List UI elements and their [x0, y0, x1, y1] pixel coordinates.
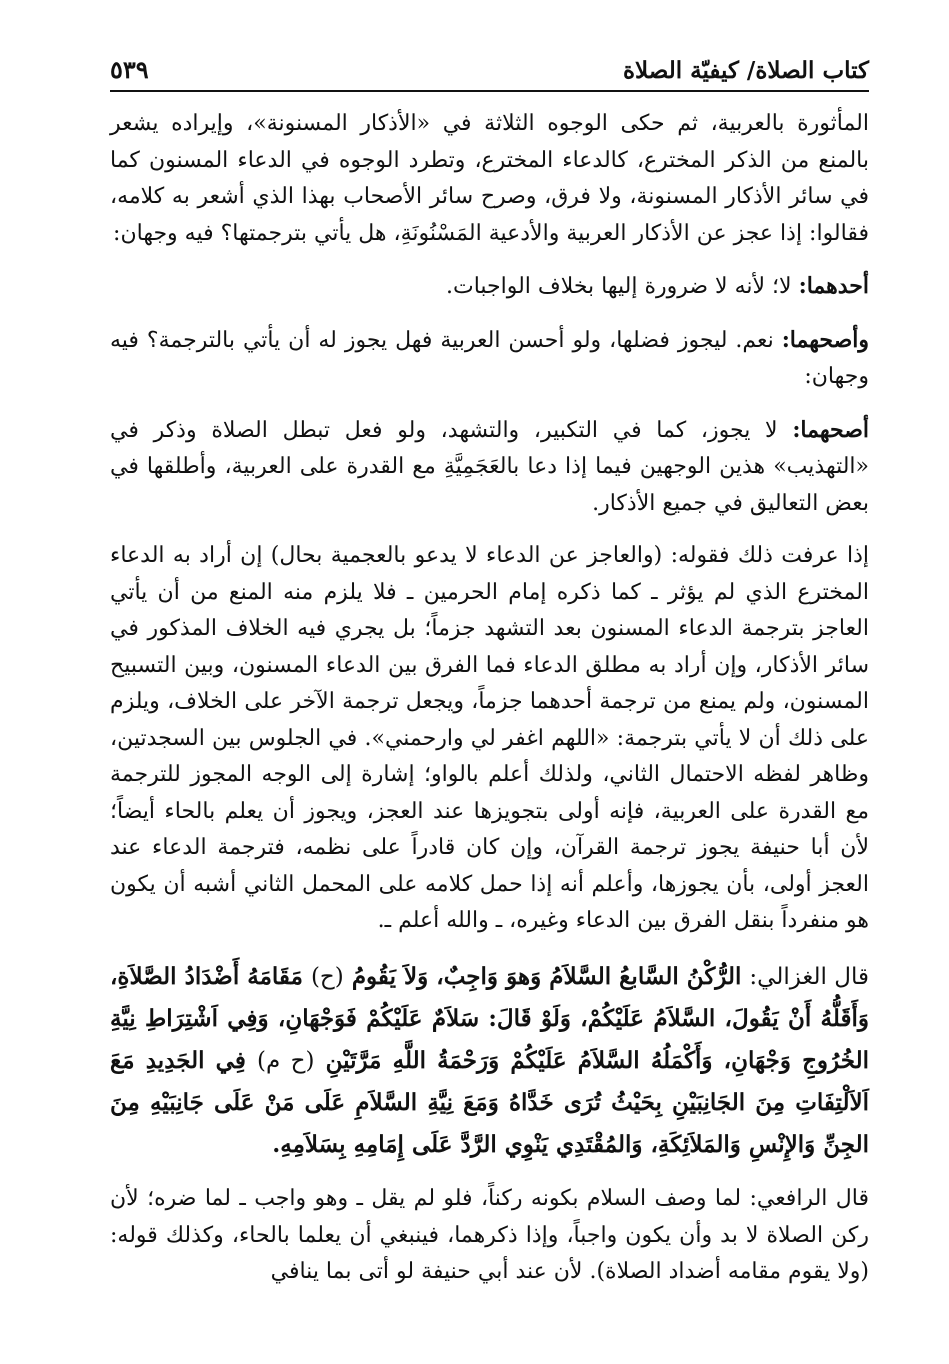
- paragraph-lead: وأصحهما:: [781, 326, 869, 353]
- paragraph-text: نعم. ليجوز فضلها، ولو أحسن العربية فهل يجوز له أن يأتي بالترجمة؟ فيه وجهان:: [110, 327, 869, 389]
- page-header: [110, 40, 869, 92]
- paragraph: [110, 412, 869, 523]
- page-body: [110, 106, 869, 1291]
- paragraph-lead: أحدهما:: [798, 273, 869, 299]
- paragraph: المأثورة بالعربية، ثم حكى الوجوه الثلاثة في «الأذكار المسنونة»، وإيراده يشعر بالمنع من الذكر المخترع، كالدعاء المخترع، وتطرد الوجوه في الدعاء المسنون كما في سائر الأذكار المسنونة، ولا فرق، وصرح سائر الأصحاب بهذا الذي أشعر به كلامه، فقالوا: إذا عجز عن الأذكار العربية والأدعية المَسْنُونَةِ، هل يأتي بترجمتها؟ فيه وجهان:: [110, 111, 869, 246]
- sigla-code: (ح م): [256, 1047, 315, 1074]
- page-number: ٥٣٩: [110, 55, 149, 84]
- paragraph: قال الرافعي: لما وصف السلام بكونه ركناً، فلو لم يقل ـ وهو واجب ـ لما ضره؛ لأن ركن الصلاة لا بد وأن يكون واجباً، وإذا ذكرهما، فينبغي أن يعلما بالحاء، وكذلك قوله: (ولا يقوم مقامه أضداد الصلاة). لأن عند أبي حنيفة لو أتى بما ينافي: [110, 1186, 869, 1284]
- paragraph-lead: أصحهما:: [792, 416, 869, 443]
- paragraph-text: لا؛ لأنه لا ضرورة إليها بخلاف الواجبات.: [445, 274, 792, 299]
- matn-text: مَقَامَهُ أَضْدَادُ الصَّلاَةِ، وَأَقَلُّهُ أَنْ يَقُولَ، السَّلاَمُ عَلَيْكُمْ، وَلَوْ قَالَ: سَلاَمٌ عَلَيْكُمْ فَوَجْهَانِ، وَفِي اَشْتِرَاطِ نِيَّةِ الخُرُوجِ وَجْهَانِ، وَأَكْمَلُهُ السَّلاَمُ عَلَيْكُمْ وَرَحْمَةُ اللَّهِ مَرَّتَيْنِ: [110, 962, 869, 1074]
- paragraph: [110, 322, 869, 396]
- paragraph: [110, 268, 869, 306]
- matn-text: الرُّكْنُ السَّابعُ السَّلاَمُ وَهوَ وَاجِبٌ، وَلاَ يَقُومُ: [351, 962, 742, 990]
- paragraph-text: لا يجوز، كما في التكبير، والتشهد، ولو فعل تبطل الصلاة وذكر في «التهذيب» هذين الوجهين فيما إذا دعا بالعَجَمِيَّةِ مع القدرة على العربية، وأطلقها في بعض التعاليق في جميع الأذكار.: [110, 417, 869, 516]
- running-title: كتاب الصلاة/ كيفيّة الصلاة: [622, 57, 869, 84]
- matn-text: فِي الجَدِيدِ مَعَ اَلاَلْتِفَاتِ مِنَ الجَانِبَيْنِ بِحَيْثُ تُرَى خَدَّاهُ وَمَعَ نِيَّةِ السَّلاَمِ عَلَى مَنْ عَلَى جَانِبَيْهِ مِنَ الجِنِّ وَالإِنْسِ وَالمَلاَئِكَةِ، وَالمُقْتَدِي يَنْوِي الرَّدَّ عَلَى إِمَامِهِ بِسَلاَمِهِ.: [110, 1046, 869, 1158]
- matn-intro: قال الغزالي:: [749, 963, 869, 990]
- paragraph: إذا عرفت ذلك فقوله: (والعاجز عن الدعاء لا يدعو بالعجمية بحال) إن أراد به الدعاء المخترع الذي لم يؤثر ـ كما ذكره إمام الحرمين ـ فلا يلزم منه المنع من أن يأتي العاجز بترجمة الدعاء المسنون بعد التشهد جزماً؛ بل يجري فيه الخلاف المذكور في سائر الأذكار، وإن أراد به مطلق الدعاء فما الفرق بين الدعاء المسنون، وبين التسبيح المسنون، ولم يمنع من ترجمة أحدهما جزماً، ويجعل ترجمة الآخر على الخلاف، ويلزم على ذلك أن لا يأتي بترجمة: «اللهم اغفر لي وارحمني». في الجلوس بين السجدتين، وظاهر لفظه الاحتمال الثاني، ولذلك أعلم بالواو؛ إشارة إلى الوجه المجوز للترجمة مع القدرة على العربية، فإنه أولى بتجويزها عند العجز، ويجوز أن يعلم بالحاء أيضاً؛ لأن أبا حنيفة يجوز ترجمة القرآن، وإن كان قادراً على نظمه، فترجمة الدعاء عند العجز أولى، بأن يجوزها، وأعلم أنه إذا حمل كلامه على المحمل الثاني أشبه أن يكون هو منفرداً بنقل الفرق بين الدعاء وغيره، ـ والله أعلم ـ.: [110, 543, 869, 933]
- matn-paragraph: [110, 956, 869, 1166]
- sigla-code: (ح): [310, 963, 344, 990]
